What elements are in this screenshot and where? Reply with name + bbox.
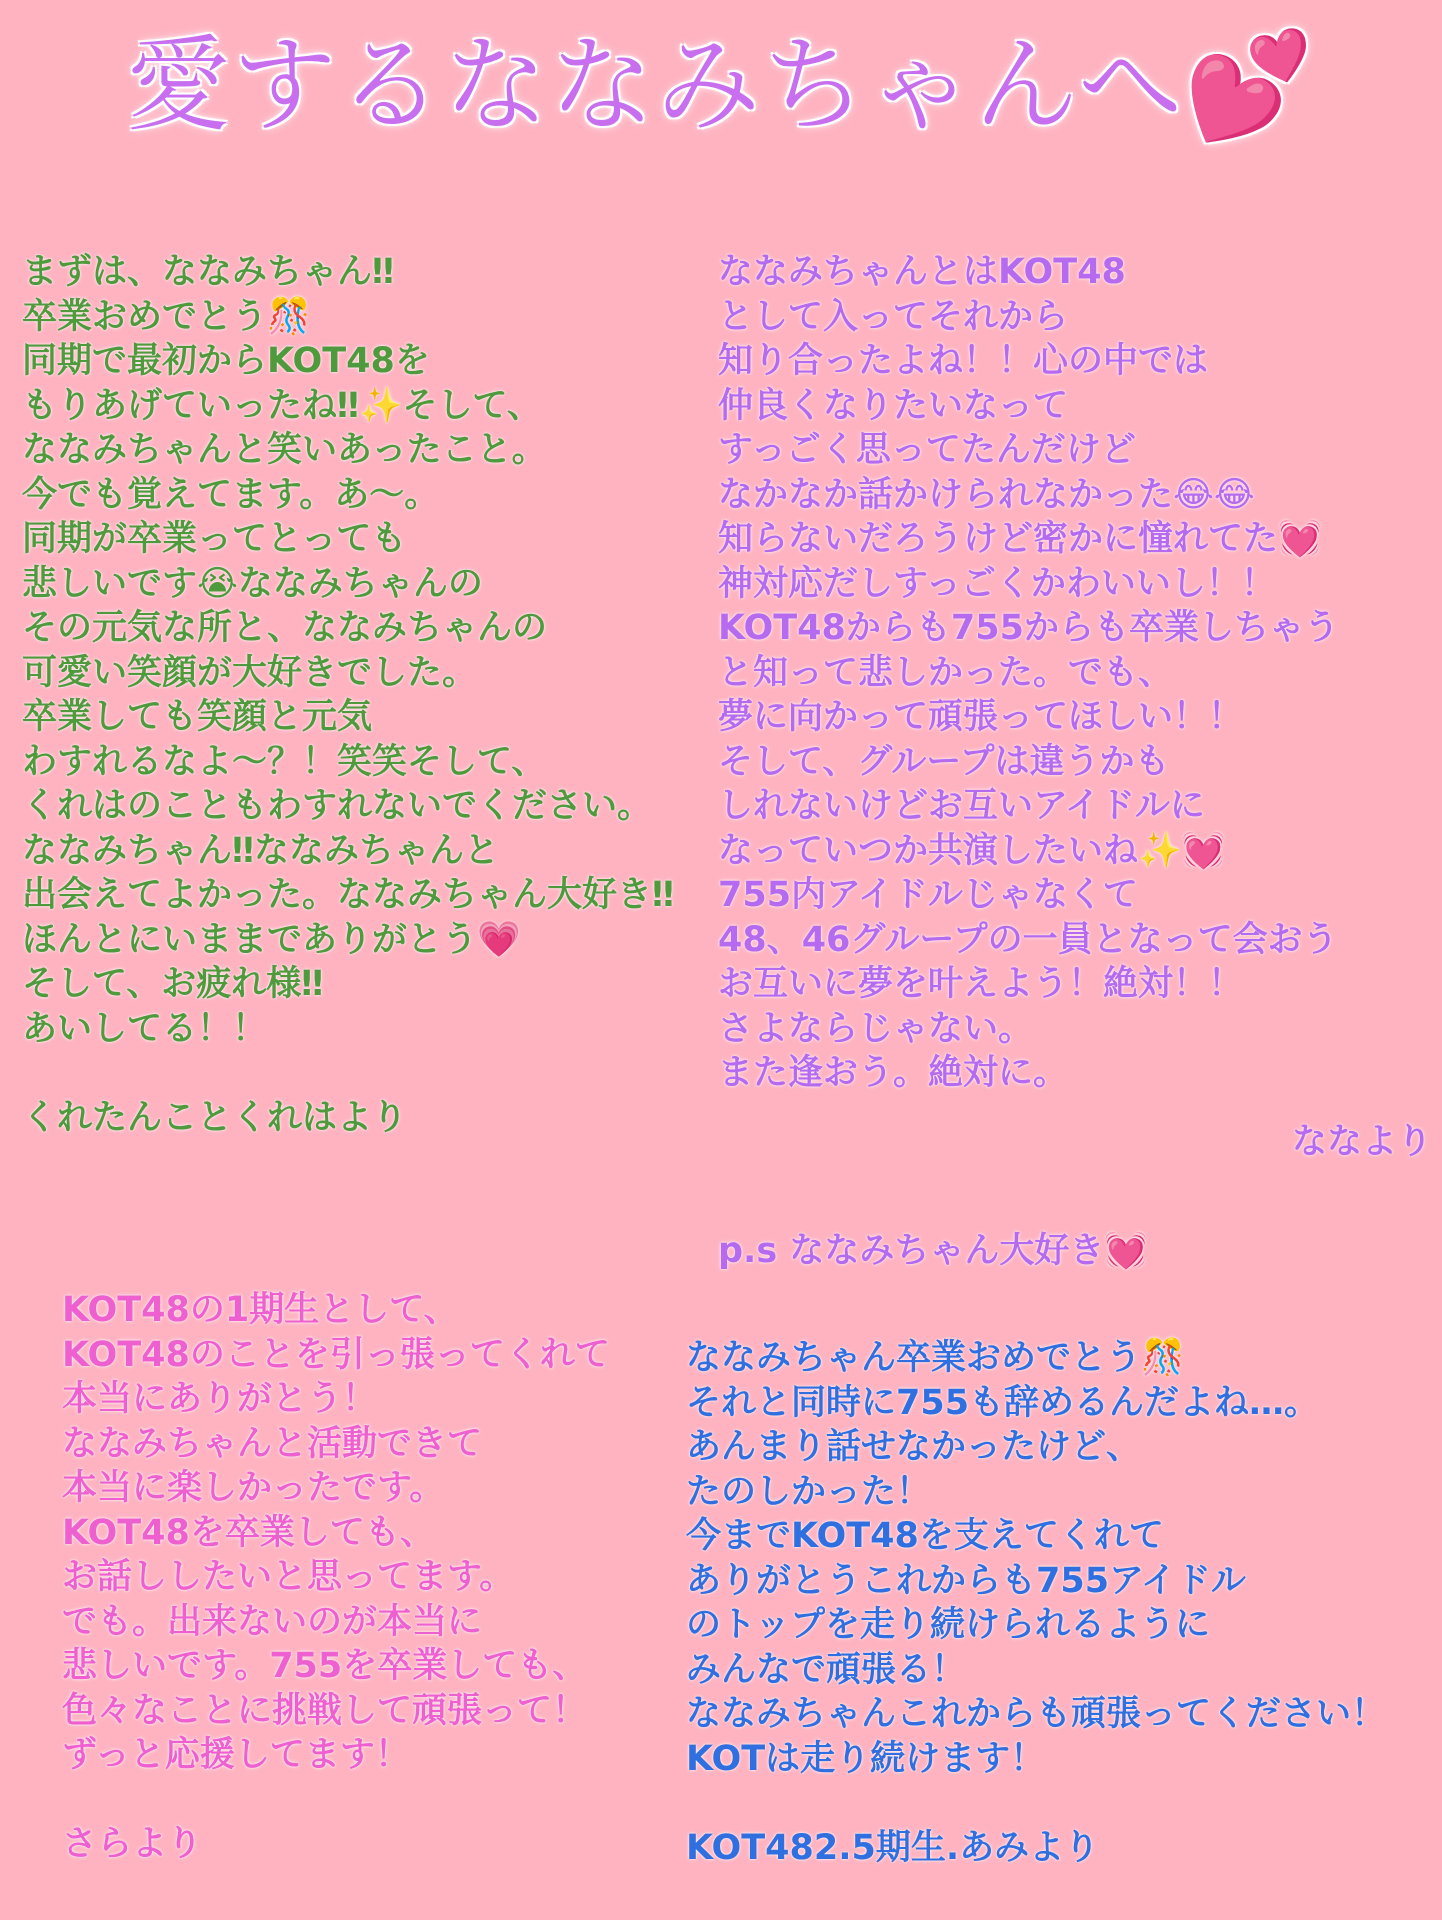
message-ami: ななみちゃん卒業おめでとう🎊 それと同時に755も辞めるんだよね…。 あんまり話せなかったけど、 たのしかった！ 今までKOT48を支えてくれて ありがとうこれからも755アイドル のトップを走り続けられるように みんなで頑張る！ ななみちゃんこれからも頑張ってください！ KOTは走り続けます！ KOT482.5期生.あみより xyxy=(686,1338,1387,1868)
message-sara: KOT48の1期生として、 KOT48のことを引っ張ってくれて 本当にありがとう！ ななみちゃんと活動できて 本当に楽しかったです。 KOT48を卒業しても、 お話ししたいと思ってます。 でも。出来ないのが本当に 悲しいです。755を卒業しても、 色々なことに挑戦して頑張って！ ずっと応援してます！ さらより xyxy=(62,1290,610,1864)
page-title: 愛するななみちゃんへ💕 xyxy=(126,24,1316,146)
message-kureha: まずは、ななみちゃん‼︎ 卒業おめでとう🎊 同期で最初からKOT48を もりあげていったね‼︎✨そして、 ななみちゃんと笑いあったこと。 今でも覚えてます。あ〜。 同期が卒業ってとっても 悲しいです😭ななみちゃんの その元気な所と、ななみちゃんの 可愛い笑顔が大好きでした。 卒業しても笑顔と元気 わすれるなよ〜？！笑笑そして、 くれはのこともわすれないでください。 ななみちゃん‼︎ななみちゃんと 出会えてよかった。ななみちゃん大好き‼︎ ほんとにいままでありがとう💗 そして、お疲れ様‼︎ あいしてる！！ くれたんことくれはより xyxy=(22,252,674,1138)
message-nana: ななみちゃんとはKOT48 として入ってそれから 知り合ったよね！！心の中では 仲良くなりたいなって すっごく思ってたんだけど なかなか話かけられなかった😂😂 知らないだろうけど密かに憧れてた💓 神対応だしすっごくかわいいし！！ KOT48からも755からも卒業しちゃう と知って悲しかった。でも、 夢に向かって頑張ってほしい！！ そして、グループは違うかも しれないけどお互いアイドルに なっていつか共演したいね✨💓 755内アイドルじゃなくて 48、46グループの一員となって会おう お互いに夢を叶えよう！絶対！！ さよならじゃない。 また逢おう。絶対に。 p.s ななみちゃん大好き💓 xyxy=(718,252,1339,1271)
signature-nana: ななより xyxy=(1291,1122,1432,1162)
